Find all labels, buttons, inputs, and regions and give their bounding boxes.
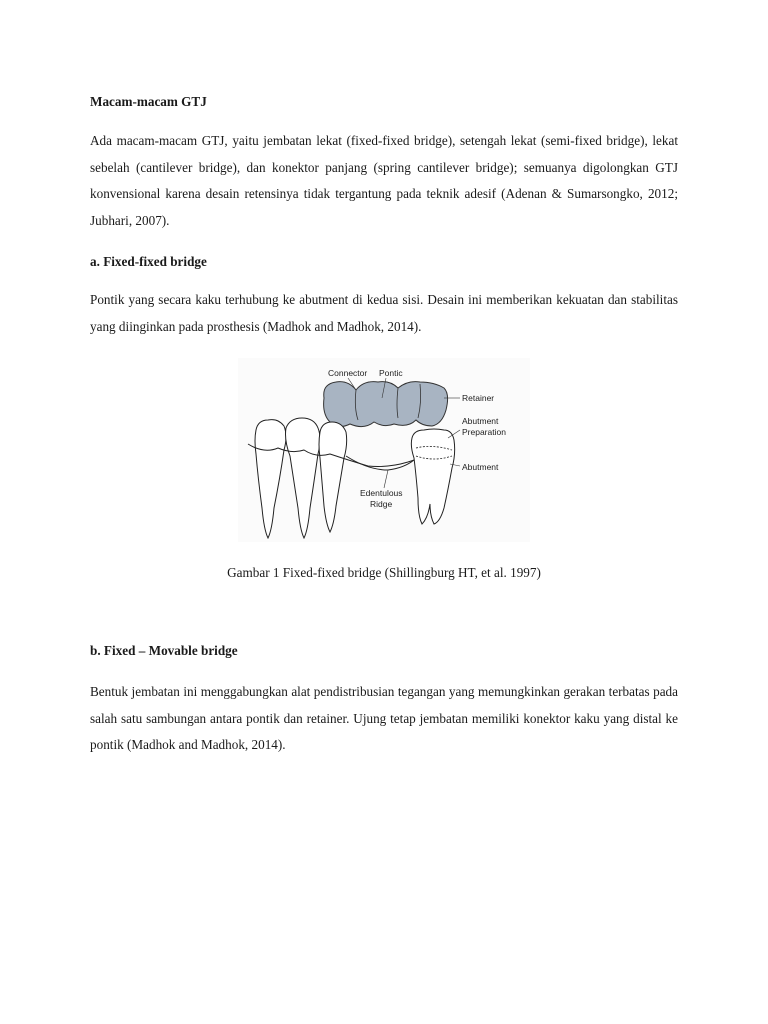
label-pontic: Pontic	[379, 368, 403, 378]
fixed-fixed-bridge-figure	[238, 358, 530, 542]
tooth-left-1	[255, 420, 286, 538]
label-abutment-preparation-2: Preparation	[462, 427, 506, 437]
heading-macam-macam-gtj: Macam-macam GTJ	[90, 94, 207, 109]
label-abutment: Abutment	[462, 462, 499, 472]
bridge-prosthesis	[324, 382, 448, 427]
abutment-tooth	[411, 429, 454, 524]
heading-fixed-fixed-bridge: a. Fixed-fixed bridge	[90, 254, 207, 269]
tooth-left-2	[286, 418, 321, 538]
label-edentulous-1: Edentulous	[360, 488, 403, 498]
label-retainer: Retainer	[462, 393, 495, 403]
label-connector: Connector	[328, 368, 368, 378]
tooth-left-3	[319, 422, 347, 532]
figure-caption: Gambar 1 Fixed-fixed bridge (Shillingburg HT, et al. 1997)	[227, 565, 541, 580]
paragraph-fixed-movable-bridge: Bentuk jembatan ini menggabungkan alat pendistribusian tegangan yang memungkinkan gerakan terbatas pada salah satu sambungan antara pontik dan retainer. Ujung tetap jembatan memiliki konektor kaku yang distal ke pontik (Madhok and Madhok, 2014).	[90, 684, 678, 752]
heading-fixed-movable-bridge: b. Fixed – Movable bridge	[90, 643, 238, 658]
label-edentulous-2: Ridge	[370, 499, 393, 509]
paragraph-macam-macam-gtj: Ada macam-macam GTJ, yaitu jembatan lekat (fixed-fixed bridge), setengah lekat (semi-fixed bridge), lekat sebelah (cantilever bridge), dan konektor panjang (spring cantilever bridge); semuanya digolongkan GTJ konvensional karena desain retensinya tidak tergantung pada teknik adesif (Adenan & Sumarsongko, 2012; Jubhari, 2007).	[90, 133, 678, 228]
paragraph-fixed-fixed-bridge: Pontik yang secara kaku terhubung ke abutment di kedua sisi. Desain ini memberikan kekuatan dan stabilitas yang diinginkan pada prosthesis (Madhok and Madhok, 2014).	[90, 292, 678, 334]
label-abutment-preparation-1: Abutment	[462, 416, 499, 426]
bridge-diagram	[238, 358, 530, 542]
